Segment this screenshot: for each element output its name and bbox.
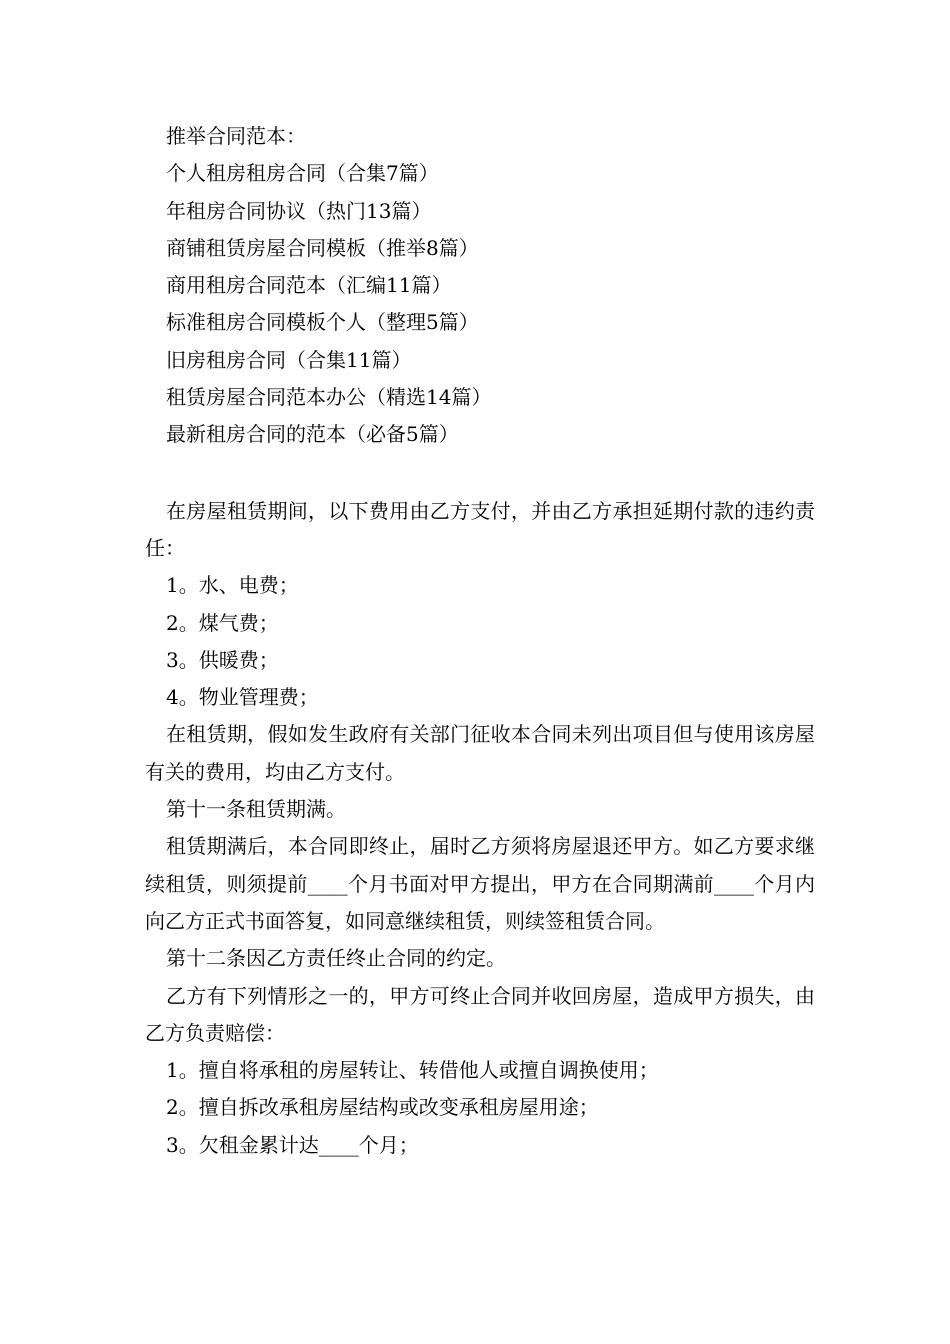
fee-list-item: 4。物业管理费； [166, 685, 319, 710]
breach-list-item: 1。擅自将承租的房屋转让、转借他人或擅自调换使用； [166, 1058, 659, 1083]
recommend-link-item[interactable]: 最新租房合同的范本（必备5篇） [166, 422, 459, 447]
breach-list-item: 3。欠租金累计达____个月； [166, 1132, 419, 1157]
recommend-heading: 推举合同范本： [166, 124, 306, 148]
recommend-link-item[interactable]: 个人租房租房合同（合集7篇） [166, 161, 439, 186]
recommend-link-item[interactable]: 旧房租房合同（合集11篇） [166, 347, 412, 372]
fee-list-item: 1。水、电费； [166, 573, 299, 598]
fee-list-item: 2。煤气费； [166, 610, 279, 635]
article-11-title: 第十一条租赁期满。 [166, 797, 346, 822]
recommend-link-item[interactable]: 租赁房屋合同范本办公（精选14篇） [166, 385, 492, 410]
recommend-link-item[interactable]: 标准租房合同模板个人（整理5篇） [166, 310, 479, 335]
government-fees-paragraph: 在租赁期，假如发生政府有关部门征收本合同未列出项目但与使用该房屋有关的费用，均由乙方支付。 [145, 722, 815, 784]
breach-list-item: 2。擅自拆改承租房屋结构或改变承租房屋用途； [166, 1095, 599, 1120]
article-11-paragraph: 租赁期满后，本合同即终止，届时乙方须将房屋退还甲方。如乙方要求继续租赁，则须提前____个月书面对甲方提出，甲方在合同期满前____个月内向乙方正式书面答复，如同意继续租赁，则续签租赁合同。 [145, 834, 815, 933]
recommend-link-item[interactable]: 商铺租赁房屋合同模板（推举8篇） [166, 235, 479, 260]
fee-list-item: 3。供暖费； [166, 647, 279, 672]
recommend-link-item[interactable]: 年租房合同协议（热门13篇） [166, 198, 432, 223]
document-content [145, 118, 815, 1164]
article-12-paragraph: 乙方有下列情形之一的，甲方可终止合同并收回房屋，造成甲方损失，由乙方负责赔偿： [145, 983, 815, 1045]
fees-paragraph: 在房屋租赁期间，以下费用由乙方支付，并由乙方承担延期付款的违约责任： [145, 498, 815, 560]
article-12-title: 第十二条因乙方责任终止合同的约定。 [166, 946, 506, 971]
section-spacer [145, 454, 815, 493]
recommend-link-item[interactable]: 商用租房合同范本（汇编11篇） [166, 273, 452, 298]
